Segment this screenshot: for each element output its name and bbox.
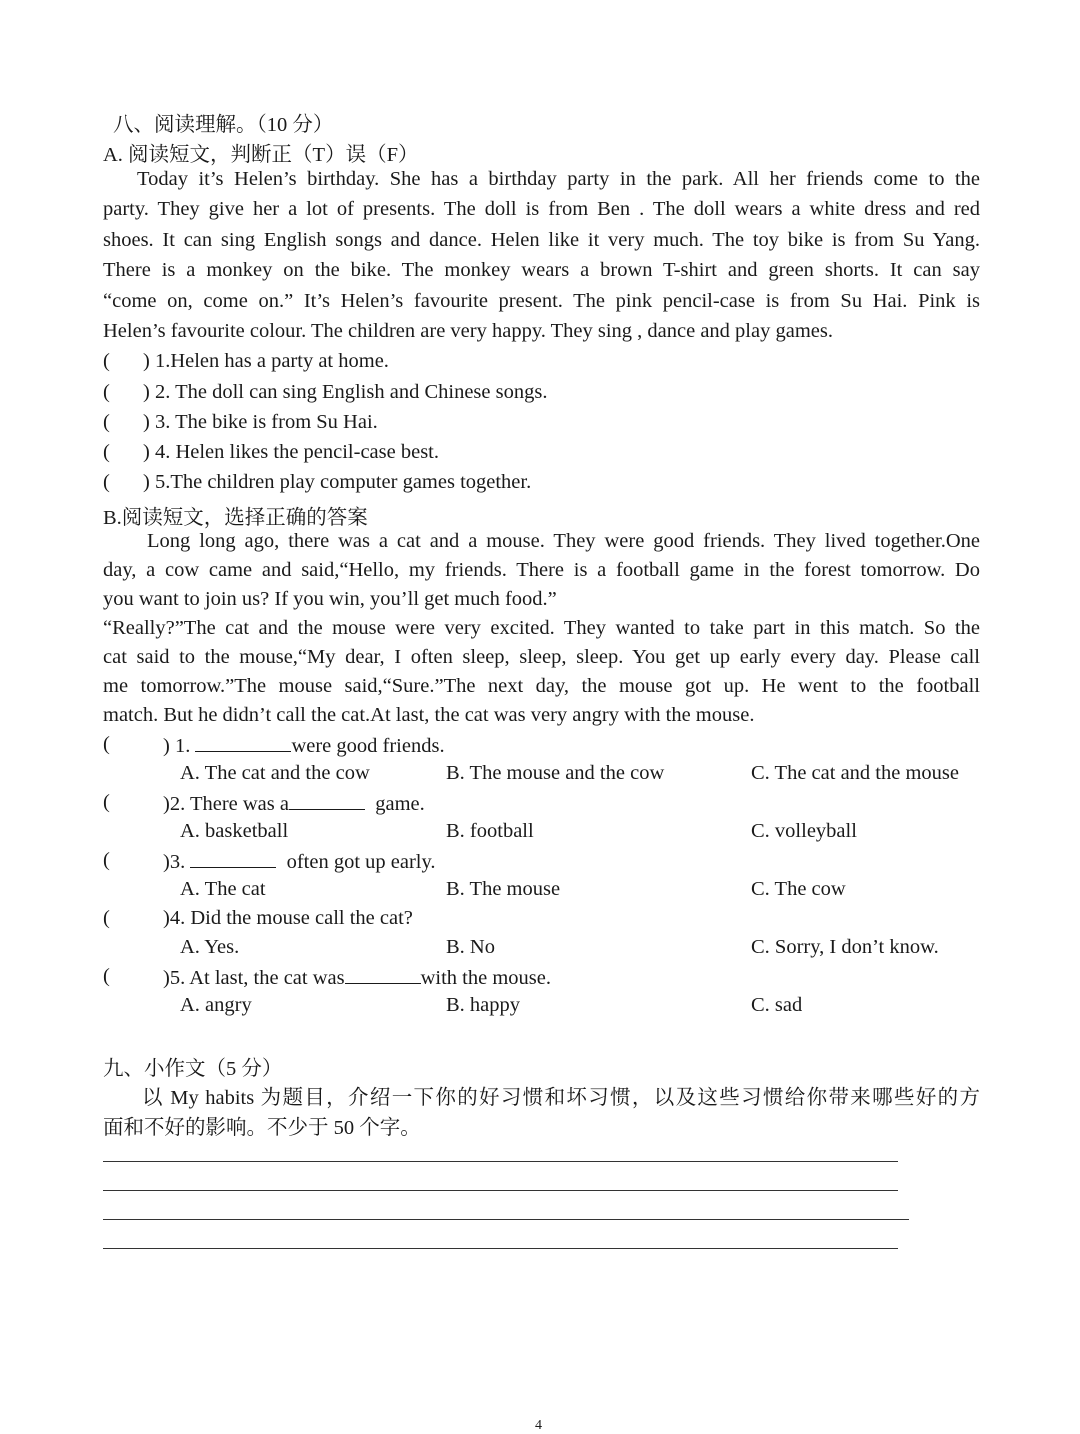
page-number: 4 xyxy=(535,1418,542,1433)
answer-blank[interactable] xyxy=(190,849,276,868)
tf-question-text: 5.The children play computer games together. xyxy=(154,471,532,493)
option-b: B. No xyxy=(446,936,495,958)
part-a-instruction: A. 阅读短文，判断正（T）误（F） xyxy=(103,144,419,166)
answer-paren[interactable]: ( xyxy=(103,381,110,403)
answer-paren[interactable]: ( xyxy=(103,965,110,987)
part-b-instruction: B.阅读短文，选择正确的答案 xyxy=(103,507,368,529)
answer-blank[interactable] xyxy=(289,791,365,810)
writing-line xyxy=(103,1219,909,1220)
option-a: A. The cat xyxy=(180,878,266,900)
mc-question-num: )3. xyxy=(163,851,186,873)
mc-question-num: )2. There was a xyxy=(163,793,289,815)
section-8-title: 八、阅读理解。（10 分） xyxy=(113,114,334,136)
mc-question xyxy=(163,849,436,874)
option-c: C. Sorry, I don’t know. xyxy=(751,936,939,958)
mc-question xyxy=(163,733,445,758)
mc-question-text: with the mouse. xyxy=(420,967,551,989)
option-c: C. The cow xyxy=(751,878,846,900)
tf-question-text: 2. The doll can sing English and Chinese songs. xyxy=(154,381,548,403)
option-b: B. The mouse xyxy=(446,878,561,900)
answer-paren[interactable]: ( xyxy=(103,441,110,463)
mc-question-text: game. xyxy=(375,793,425,815)
option-a: A. angry xyxy=(180,994,252,1016)
passage-line: Today it’s Helen’s birthday. She has a birthday party in the park. All her friends come to the xyxy=(137,168,980,190)
passage-line: match. But he didn’t call the cat.At last, the cat was very angry with the mouse. xyxy=(103,704,755,726)
mc-question xyxy=(163,965,551,990)
mc-question xyxy=(163,907,413,930)
passage-line: “come on, come on.” It’s Helen’s favourite present. The pink pencil-case is from Su Hai. Pink is xyxy=(103,290,980,312)
tf-question: ) 2. The doll can sing English and Chinese songs. xyxy=(143,381,548,403)
option-c: C. sad xyxy=(751,994,803,1016)
essay-prompt-line: 面和不好的影响。不少于 50 个字。 xyxy=(103,1117,421,1139)
section-9-title: 九、小作文（5 分） xyxy=(103,1058,283,1080)
mc-question-text: were good friends. xyxy=(291,735,445,757)
passage-line: Helen’s favourite colour. The children are very happy. They sing , dance and play games. xyxy=(103,320,833,342)
option-b: B. happy xyxy=(446,994,521,1016)
passage-line: shoes. It can sing English songs and dance. Helen like it very much. The toy bike is from Su Yang. xyxy=(103,229,980,251)
tf-question-text: 4. Helen likes the pencil-case best. xyxy=(154,441,440,463)
passage-line: cat said to the mouse,“My dear, I often sleep, sleep, sleep. You get up early every day. Please call xyxy=(103,646,980,668)
passage-line: day, a cow came and said,“Hello, my friends. There is a football game in the forest tomorrow. Do xyxy=(103,559,980,581)
tf-question-text: 3. The bike is from Su Hai. xyxy=(154,411,378,433)
answer-paren[interactable]: ( xyxy=(103,907,110,929)
writing-line xyxy=(103,1190,898,1191)
passage-line: party. They give her a lot of presents. The doll is from Ben . The doll wears a white dress and red xyxy=(103,198,980,220)
answer-paren[interactable]: ( xyxy=(103,350,110,372)
answer-paren[interactable]: ( xyxy=(103,791,110,813)
essay-prompt-line: 以 My habits 为题目，介绍一下你的好习惯和坏习惯，以及这些习惯给你带来哪些好的方 xyxy=(142,1087,980,1109)
mc-question-num: )4. Did the mouse call the cat? xyxy=(163,907,413,929)
passage-line: you want to join us? If you win, you’ll get much food.” xyxy=(103,588,557,610)
tf-question: ) 1.Helen has a party at home. xyxy=(143,350,389,372)
option-a: A. The cat and the cow xyxy=(180,762,370,784)
passage-line: me tomorrow.”The mouse said,“Sure.”The next day, the mouse got up. He went to the football xyxy=(103,675,980,697)
passage-line: There is a monkey on the bike. The monkey wears a brown T-shirt and green shorts. It can say xyxy=(103,259,980,281)
option-a: A. Yes. xyxy=(180,936,240,958)
mc-question-num: ) 1. xyxy=(163,735,191,757)
answer-blank[interactable] xyxy=(195,733,291,752)
option-b: B. The mouse and the cow xyxy=(446,762,665,784)
answer-paren[interactable]: ( xyxy=(103,733,110,755)
option-b: B. football xyxy=(446,820,534,842)
answer-blank[interactable] xyxy=(345,965,421,984)
writing-line xyxy=(103,1248,898,1249)
tf-question-text: 1.Helen has a party at home. xyxy=(154,350,389,372)
writing-line xyxy=(103,1161,898,1162)
mc-question xyxy=(163,791,425,816)
answer-paren[interactable]: ( xyxy=(103,849,110,871)
passage-line: “Really?”The cat and the mouse were very excited. They wanted to take part in this match. So the xyxy=(103,617,980,639)
tf-question: ) 4. Helen likes the pencil-case best. xyxy=(143,441,440,463)
answer-paren[interactable]: ( xyxy=(103,471,110,493)
answer-paren[interactable]: ( xyxy=(103,411,110,433)
tf-question: ) 5.The children play computer games together. xyxy=(143,471,532,493)
option-a: A. basketball xyxy=(180,820,289,842)
tf-question: ) 3. The bike is from Su Hai. xyxy=(143,411,378,433)
option-c: C. The cat and the mouse xyxy=(751,762,959,784)
passage-line: Long long ago, there was a cat and a mouse. They were good friends. They lived together.One xyxy=(147,530,980,552)
mc-question-text: often got up early. xyxy=(286,851,436,873)
option-c: C. volleyball xyxy=(751,820,857,842)
mc-question-num: )5. At last, the cat was xyxy=(163,967,345,989)
